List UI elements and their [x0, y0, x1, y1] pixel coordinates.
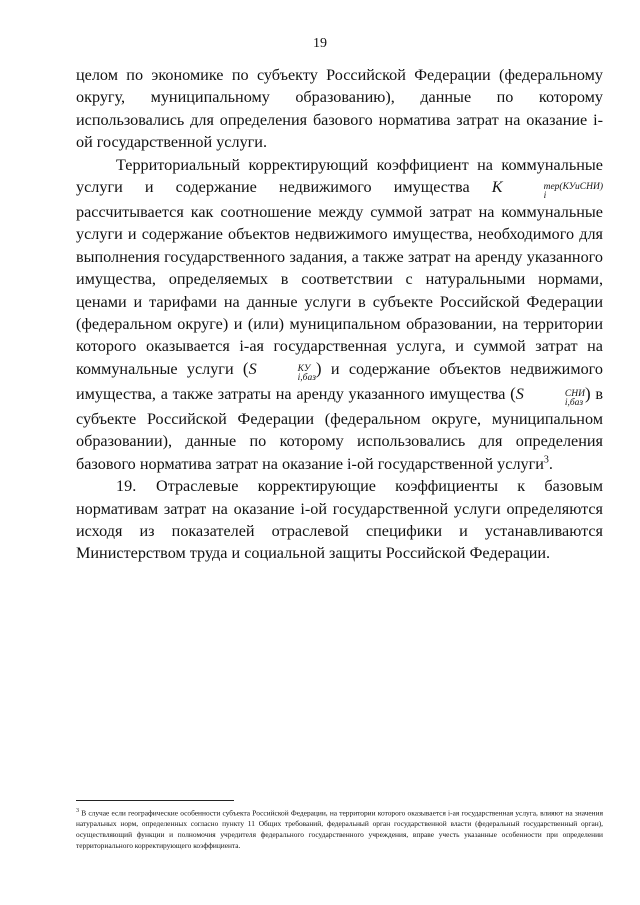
paragraph-text-part4: в субъекте Российской Федерации (федеральном округе, муниципальном образовании), данные по которому использовались для определения базового норматива затрат на оказание i-ой государственной услуги	[76, 384, 604, 473]
footnote-separator	[76, 800, 234, 801]
formula-s-sni-sup: СНИ	[564, 388, 585, 399]
formula-k-sup: тер(КУиСНИ)	[543, 182, 603, 193]
page-number: 19	[313, 36, 327, 51]
footnote-marker: 3	[76, 808, 79, 814]
paragraph-continued: целом по экономике по субъекту Российской Федерации (федеральному округу, муниципальному образованию), данные по которому использовались для определения базового норматива затрат на оказание i-ой государственной услуги.	[76, 66, 603, 152]
body-text	[76, 64, 603, 565]
formula-s-sni: (S СНИ i,баз )	[510, 383, 591, 408]
formula-s-ku-indices	[258, 365, 316, 383]
paragraph-end: .	[548, 454, 553, 473]
formula-s-ku-sup: КУ	[297, 363, 311, 374]
formula-s-ku-sub: i,баз	[297, 372, 316, 383]
formula-s-ku-letter: S	[248, 359, 257, 378]
formula-k-coefficient	[491, 178, 603, 202]
paragraph-19-text: Отраслевые корректирующие коэффициенты к базовым нормативам затрат на оказание i-ой государственной услуги определяются исходя из показателей отраслевой специфики и устанавливаются Министерством труда и социальной защиты Российской Федерации.	[76, 477, 603, 563]
formula-s-sni-letter: S	[515, 384, 524, 403]
footnote-reference: 3	[543, 454, 549, 466]
paragraph-19	[76, 475, 603, 565]
formula-k-sub: i	[543, 191, 547, 202]
footnote	[76, 806, 603, 851]
paragraph-text-part3: и содержание объектов недвижимого имущества, а также затраты на аренду указанного имущества	[76, 359, 604, 403]
footnote-text: В случае если географические особенности субъекта Российской Федерации, на территории которого оказывается i-ая государственная услуга, влияют на значения натуральных норм, определенных согласно пункту 11 Общих требований, федеральный орган государственной власти (федеральный государственный орган), осуществляющий функции и полномочия учредителя федерального государственного учреждения, вправе учесть указанные особенности при определении территориального корректирующего коэффициента.	[76, 808, 603, 851]
item-number: 19.	[116, 477, 137, 496]
paragraph-text-part2: рассчитывается как соотношение между суммой затрат на коммунальные услуги и содержание объектов недвижимого имущества, необходимого для выполнения государственного задания, а также затрат на аренду указанного имущества, определяемых в соответствии с натуральными нормами, ценами и тарифами на данные услуги в субъекте Российской Федерации (федеральном округе) и (или) муниципальном образовании, на территории которого оказывается i-ая государственная услуга, и суммой затрат на коммунальные услуги	[76, 203, 603, 378]
paragraph-territorial-coefficient	[76, 154, 603, 475]
formula-k-letter: K	[491, 178, 503, 197]
formula-s-sni-sub: i,баз	[564, 397, 584, 408]
formula-s-ku: (S КУ i,баз )	[242, 358, 322, 383]
formula-s-sni-indices	[525, 390, 585, 408]
formula-k-indices	[504, 183, 603, 201]
paragraph-text-part1: Территориальный корректирующий коэффициент на коммунальные услуги и содержание недвижимого имущества	[76, 155, 603, 197]
